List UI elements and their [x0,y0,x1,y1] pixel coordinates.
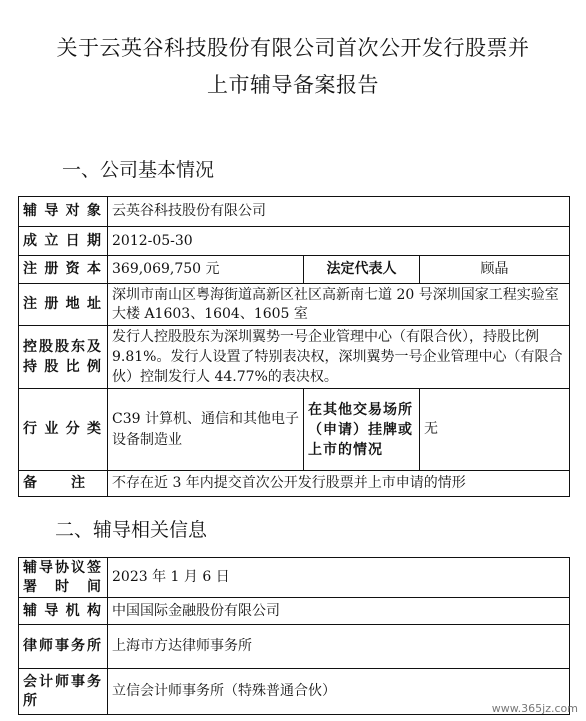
tutoring-info-table [18,557,570,715]
table-row [19,625,570,669]
table-row [19,471,570,497]
value-accounting-firm: 立信会计师事务所（特殊普通合伙） [108,669,570,715]
table-row [19,284,570,326]
label-agreement-date: 辅导协议签署时间 [19,558,108,598]
label-law-firm: 律师事务所 [19,625,108,669]
title-line-2: 上市辅导备案报告 [207,73,379,97]
label-establishment-date: 成立日期 [19,227,108,256]
label-controlling-shareholder: 控股股东及持股比例 [19,326,108,389]
value-registered-address: 深圳市南山区粤海街道高新区社区高新南七道 20 号深圳国家工程实验室大楼 A1603、1604、1605 室 [108,284,570,326]
table-row [19,256,570,284]
value-other-listing: 无 [420,389,570,471]
label-industry-classification: 行业分类 [19,389,108,471]
table-row [19,669,570,715]
table-row [19,598,570,625]
value-legal-representative: 顾晶 [420,256,570,284]
table-row [19,227,570,256]
section-heading-tutoring-info: 二、辅导相关信息 [55,519,208,541]
label-tutoring-target: 辅导对象 [19,197,108,227]
document-title [0,30,586,104]
value-establishment-date: 2012-05-30 [108,227,570,256]
label-registered-address: 注册地址 [19,284,108,326]
value-agreement-date: 2023 年 1 月 6 日 [108,558,570,598]
value-remarks: 不存在近 3 年内提交首次公开发行股票并上市申请的情形 [108,471,570,497]
label-remarks: 备 注 [19,471,108,497]
table-row [19,389,570,471]
label-registered-capital: 注册资本 [19,256,108,284]
label-tutoring-institution: 辅导机构 [19,598,108,625]
value-registered-capital: 369,069,750 元 [108,256,304,284]
value-law-firm: 上海市方达律师事务所 [108,625,570,669]
table-row [19,197,570,227]
value-tutoring-institution: 中国国际金融股份有限公司 [108,598,570,625]
watermark: www.365jz.com [491,702,578,715]
value-industry-classification: C39 计算机、通信和其他电子设备制造业 [108,389,304,471]
section-heading-company-info: 一、公司基本情况 [62,159,215,181]
value-controlling-shareholder: 发行人控股股东为深圳翼势一号企业管理中心（有限合伙），持股比例 9.81%。发行人设置了特别表决权，深圳翼势一号企业管理中心（有限合伙）控制发行人 44.77%的表决权。 [108,326,570,389]
table-row [19,326,570,389]
title-line-1: 关于云英谷科技股份有限公司首次公开发行股票并 [56,36,530,60]
table-row [19,558,570,598]
label-other-listing: 在其他交易场所（申请）挂牌或上市的情况 [304,389,420,471]
value-tutoring-target: 云英谷科技股份有限公司 [108,197,570,227]
label-legal-representative: 法定代表人 [304,256,420,284]
label-accounting-firm: 会计师事务所 [19,669,108,715]
company-info-table [18,196,570,497]
